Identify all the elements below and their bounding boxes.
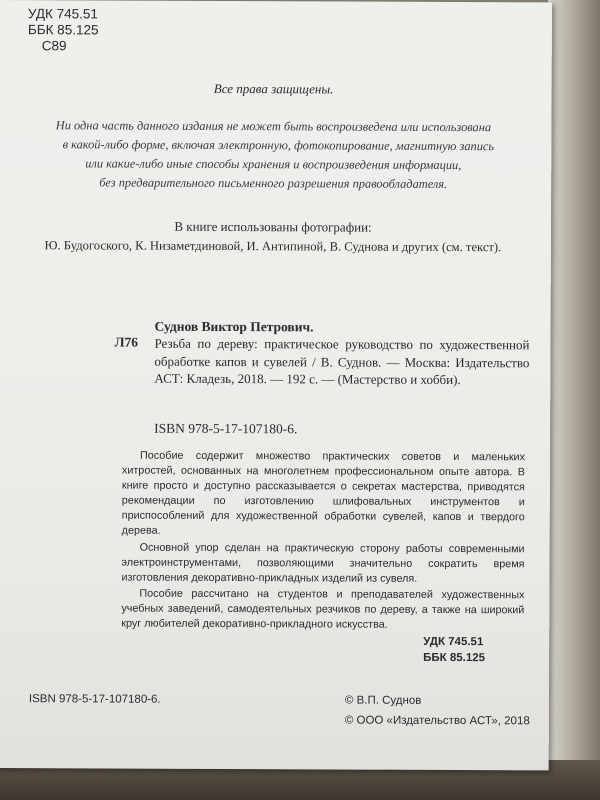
annotation-paragraph: Пособие содержит множество практических советов и маленьких хитростей, основанных на многолетнем профессиональном опыте автора. В книге просто и доступно рассказывается о секретах мастерства, приводятся рекомендации по изготовлению шлифовальных инструментов и приспособлений для художественной обработки сувелей, капов и твердого дерева. xyxy=(121,449,526,537)
bib-author: Суднов Виктор Петрович. xyxy=(154,318,314,335)
copyright-author: © В.П. Суднов xyxy=(344,694,422,707)
photos-credits: Ю. Будогоского, К. Низаметдиновой, И. Антипиной, В. Суднова и других (см. текст). xyxy=(44,238,502,255)
notice-line: в какой-либо форме, включая электронную, фотокопирование, магнитную запись xyxy=(62,137,495,154)
background-book-edge xyxy=(548,0,600,800)
annotation-paragraph: Основной упор сделан на практическую сторону работы современными электроинструментами, позволяющими значительно сократить время изготовления декоративно-прикладных изделий из сувеля. xyxy=(121,541,525,585)
notice-line: Ни одна часть данного издания не может быть воспроизведена или использована xyxy=(55,118,492,135)
header-author-mark: С89 xyxy=(41,38,67,54)
header-bbk: ББК 85.125 xyxy=(27,22,99,38)
footer-classification xyxy=(423,634,485,666)
notice-line: или какие-либо иные способы хранения и воспроизведения информации, xyxy=(85,156,462,173)
bib-isbn: ISBN 978-5-17-107180-6. xyxy=(154,420,298,437)
bib-code: Л76 xyxy=(114,334,139,350)
header-classification xyxy=(28,6,99,54)
rights-reserved: Все права защищены. xyxy=(213,80,334,97)
bib-description: Резьба по дереву: практическое руководство по художественной обработке капов и сувелей / В. Суднов. — Москва: Издательство АСТ: Кладезь, 2018. — 192 с. — (Мастерство и хобби). xyxy=(154,335,530,388)
header-udk: УДК 745.51 xyxy=(27,6,99,22)
copyright-publisher: © ООО «Издательство АСТ», 2018 xyxy=(344,714,530,728)
copyright-notice xyxy=(0,116,551,194)
footer-isbn: ISBN 978-5-17-107180-6. xyxy=(28,693,161,706)
footer-udk: УДК 745.51 xyxy=(423,635,484,649)
photos-heading: В книге использованы фотографии: xyxy=(174,218,372,235)
footer-bbk: ББК 85.125 xyxy=(423,651,486,665)
notice-line: без предварительного письменного разрешения правообладателя. xyxy=(99,175,448,191)
annotation-paragraph: Пособие рассчитано на студентов и преподавателей художественных учебных заведений, самодеятельных резчиков по дереву, а также на широкий круг любителей декоративно-прикладного искусства. xyxy=(121,587,525,631)
